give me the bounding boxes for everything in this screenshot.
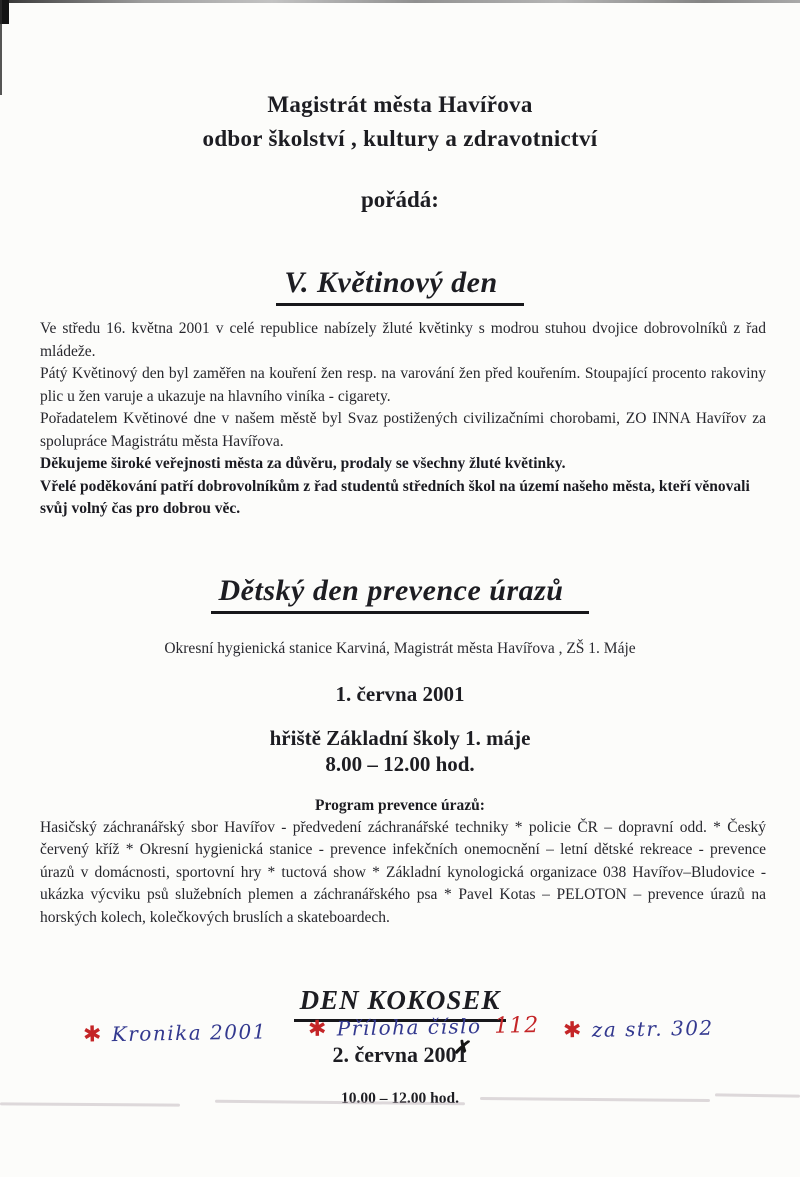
program-heading: Program prevence úrazů: (315, 796, 485, 814)
document-header (0, 88, 800, 156)
kvetinovy-den-title: V. Květinový den (276, 266, 523, 306)
scan-left-edge-artifact (0, 0, 2, 95)
annotation-text: Kronika 2001 (111, 1019, 268, 1047)
kvetinovy-den-body (40, 318, 766, 521)
paragraph-bold: Vřelé poděkování patří dobrovolníkům z řad studentů středních škol na území našeho města, kteří věnovali (40, 477, 750, 495)
paragraph: Pátý Květinový den byl zaměřen na kouření žen resp. na varování žen před kouřením. Stoupající procento rakoviny plic u žen varuje a ukazuje na hlavního viníka - cigarety. (40, 365, 766, 405)
annotation-text: Příloha číslo (336, 1013, 482, 1041)
detsky-den-organizers: Okresní hygienická stanice Karviná, Magistrát města Havířova , ZŠ 1. Máje (164, 639, 636, 657)
den-kokosek-title: DEN KOKOSEK (294, 985, 507, 1022)
den-kokosek-time: 10.00 – 12.00 hod. (341, 1090, 459, 1107)
org-department: odbor školství , kultury a zdravotnictví (202, 126, 598, 151)
detsky-den-date: 1. června 2001 (335, 681, 465, 706)
organizes-label: pořádá: (361, 187, 439, 212)
paragraph: Ve středu 16. května 2001 v celé republice nabízely žluté květinky s modrou stuhou dvojice dobrovolníků z řad mládeže. (40, 320, 766, 360)
annotation-text: za str. 302 (591, 1015, 714, 1042)
detsky-den-time: 8.00 – 12.00 hod. (325, 751, 475, 776)
asterisk-marker-icon: ✱ (307, 1016, 327, 1043)
org-name: Magistrát města Havířova (267, 92, 533, 117)
annotation-number: 112 (494, 1012, 540, 1039)
annotation-priloha (308, 1013, 540, 1042)
detsky-den-venue: hřiště Základní školy 1. máje (269, 725, 531, 750)
program-text: Hasičský záchranářský sbor Havířov - předvedení záchranářské techniky * policie ČR – dopravní odd. * Český červený kříž * Okresní hygienická stanice - prevence infekčních onemocnění – letní dětské rekreace - prevence úrazů v domácnosti, sportovní hry * tuctová show * Základní kynologická organizace 038 Havířov–Bludovice - ukázka výcviku psů služebních plemen a záchranářského psa * Pavel Kotas – PELOTON – prevence úrazů na horských kolech, kolečkových bruslích a skateboardech. (40, 818, 766, 926)
annotation-strana (563, 1016, 714, 1044)
handwritten-annotations (0, 1012, 800, 1070)
paragraph-bold: svůj volný čas pro dobrou věc. (40, 500, 241, 517)
paragraph-bold: Děkujeme široké veřejnosti města za důvěru, prodaly se všechny žluté květinky. (40, 455, 566, 472)
den-kokosek-date: 2. června 2001 (332, 1042, 468, 1067)
section-detsky-den (0, 574, 800, 614)
detsky-den-title: Dětský den prevence úrazů (211, 574, 590, 614)
section-kvetinovy-den (0, 266, 800, 306)
asterisk-marker-icon: ✱ (562, 1017, 582, 1044)
scan-edge-artifact (0, 0, 800, 3)
asterisk-marker-icon: ✱ (82, 1022, 102, 1048)
paragraph: Pořadatelem Květinové dne v našem městě byl Svaz postižených civilizačními chorobami, ZO INNA Havířov za spolupráce Magistrátu města Havířova. (40, 410, 766, 450)
annotation-kronika (83, 1019, 267, 1047)
